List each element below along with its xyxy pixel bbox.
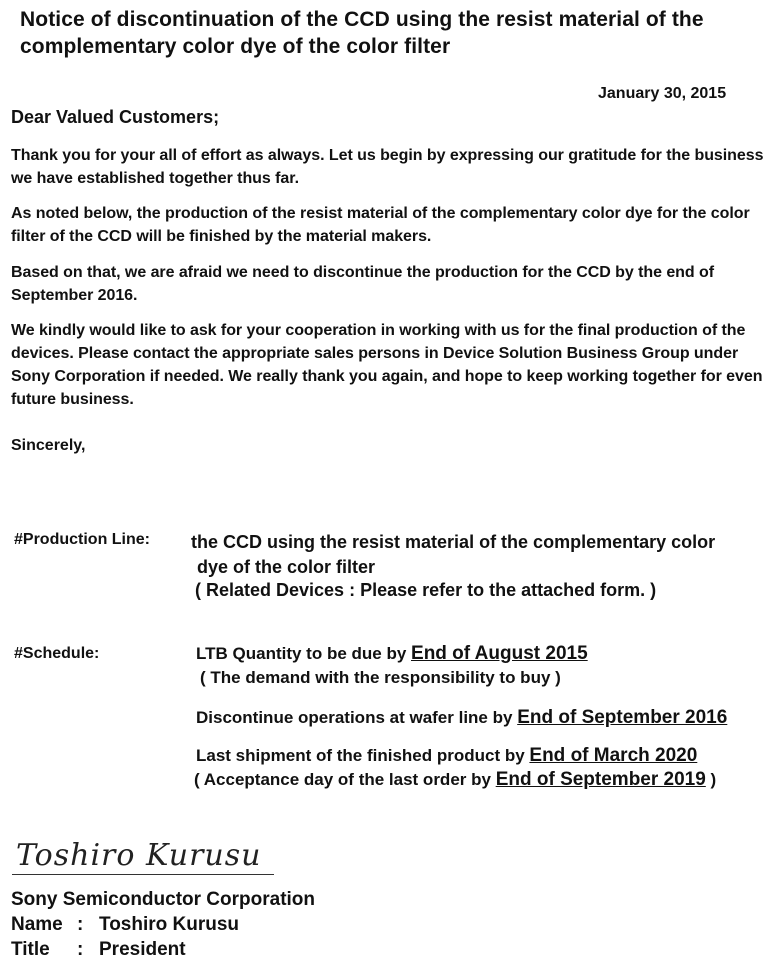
wafer-text: Discontinue operations at wafer line by <box>196 708 518 727</box>
title-value: President <box>99 939 186 960</box>
schedule-ltb <box>196 643 588 665</box>
accept-close: ) <box>705 770 717 789</box>
wafer-date: End of September 2016 <box>517 707 728 728</box>
title-colon: : <box>77 939 84 960</box>
ltb-note: ( The demand with the responsibility to buy ) <box>200 668 561 687</box>
notice-title: Notice of discontinuation of the CCD using the resist material of the complementary color dye of the color filter <box>20 8 704 58</box>
ship-date: End of March 2020 <box>529 745 698 766</box>
schedule-acceptance <box>194 769 716 791</box>
accept-date: End of September 2019 <box>495 769 706 790</box>
salutation: Dear Valued Customers; <box>11 107 220 127</box>
schedule-wafer <box>196 707 727 729</box>
ltb-text: LTB Quantity to be due by <box>196 644 412 663</box>
production-line-text-2: dye of the color filter <box>197 557 376 577</box>
schedule-shipment <box>196 745 697 767</box>
paragraph-discontinue: Based on that, we are afraid we need to discontinue the production for the CCD by the end of September 2016. <box>11 264 715 304</box>
paragraph-cooperation: We kindly would like to ask for your cooperation in working with us for the final production of the devices. Please contact the appropriate sales persons in Device Solution Business Group under Sony Corporation if needed. We really thank you again, and hope to keep working together for even future business. <box>11 322 763 408</box>
signer-name-row <box>11 914 239 936</box>
name-value: Toshiro Kurusu <box>99 914 240 935</box>
related-devices-note: ( Related Devices : Please refer to the attached form. ) <box>195 580 657 600</box>
company-name: Sony Semiconductor Corporation <box>11 889 316 910</box>
production-line-text-1: the CCD using the resist material of the complementary color <box>191 532 716 552</box>
signature-line <box>12 874 274 875</box>
accept-open: ( Acceptance day of the last order by <box>194 770 496 789</box>
title-label: Title <box>11 939 50 960</box>
name-colon: : <box>77 914 84 935</box>
paragraph-gratitude: Thank you for your all of effort as always. Let us begin by expressing our gratitude for the business we have established together thus far. <box>11 147 764 187</box>
closing: Sincerely, <box>11 437 86 454</box>
notice-date: January 30, 2015 <box>598 85 727 102</box>
ltb-date: End of August 2015 <box>411 643 588 664</box>
paragraph-material-end: As noted below, the production of the resist material of the complementary color dye for the color filter of the CCD will be finished by the material makers. <box>11 205 750 245</box>
ship-text: Last shipment of the finished product by <box>196 746 530 765</box>
signer-title-row <box>11 939 186 961</box>
production-line-value <box>191 530 766 580</box>
name-label: Name <box>11 914 63 935</box>
production-line-label: #Production Line: <box>14 531 150 548</box>
schedule-label: #Schedule: <box>14 645 100 662</box>
signature-script: Toshiro Kurusu <box>16 838 262 873</box>
